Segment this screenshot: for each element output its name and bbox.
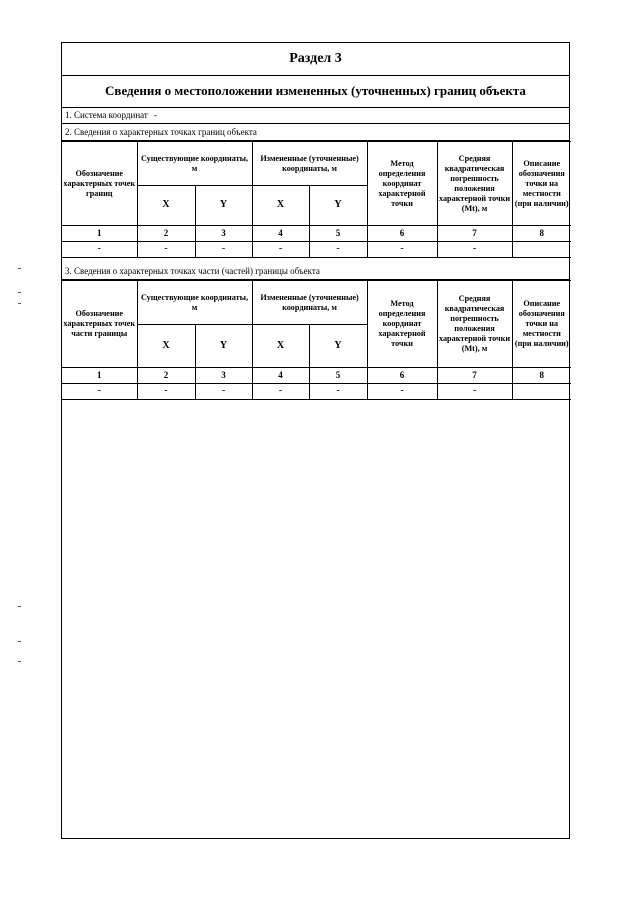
col-number: 1 xyxy=(62,226,137,242)
col-existing-coords: Существующие координаты, м xyxy=(137,142,252,186)
table-cell: - xyxy=(195,384,252,400)
table-cell: - xyxy=(62,242,137,258)
scan-mark xyxy=(18,268,21,269)
scan-mark xyxy=(18,606,21,607)
col-error: Средняя квадратическая погрешность положения характерной точки (Mt), м xyxy=(437,142,512,226)
col-existing-x: X xyxy=(137,325,195,368)
table-cell: - xyxy=(367,384,437,400)
col-number: 8 xyxy=(512,226,571,242)
col-changed-coords: Измененные (уточненные) координаты, м xyxy=(252,281,367,325)
col-number: 3 xyxy=(195,226,252,242)
table-cell: - xyxy=(137,384,195,400)
table-cell: - xyxy=(137,242,195,258)
table-cell: - xyxy=(195,242,252,258)
table2-number-row xyxy=(62,368,571,384)
table-cell: - xyxy=(437,242,512,258)
col-changed-y: Y xyxy=(309,325,367,368)
col-existing-x: X xyxy=(137,186,195,226)
table-cell xyxy=(512,384,571,400)
scan-mark xyxy=(18,661,21,662)
col-changed-coords: Измененные (уточненные) координаты, м xyxy=(252,142,367,186)
col-existing-y: Y xyxy=(195,186,252,226)
col-error: Средняя квадратическая погрешность положения характерной точки (Mt), м xyxy=(437,281,512,368)
table-cell: - xyxy=(252,384,309,400)
table-cell: - xyxy=(309,384,367,400)
col-changed-x: X xyxy=(252,186,309,226)
col-designation: Обозначение характерных точек границ xyxy=(62,142,137,226)
col-designation: Обозначение характерных точек части границы xyxy=(62,281,137,368)
table2-heading: 3. Сведения о характерных точках части (частей) границы объекта xyxy=(62,263,569,280)
col-existing-y: Y xyxy=(195,325,252,368)
col-number: 6 xyxy=(367,368,437,384)
col-number: 7 xyxy=(437,368,512,384)
section-title: Раздел 3 xyxy=(62,43,569,76)
table-cell xyxy=(512,242,571,258)
scan-mark xyxy=(18,641,21,642)
col-description: Описание обозначения точки на местности (при наличии) xyxy=(512,142,571,226)
col-number: 5 xyxy=(309,368,367,384)
col-number: 8 xyxy=(512,368,571,384)
col-number: 4 xyxy=(252,226,309,242)
table-cell: - xyxy=(252,242,309,258)
col-changed-y: Y xyxy=(309,186,367,226)
col-number: 6 xyxy=(367,226,437,242)
coord-system-value: - xyxy=(153,110,157,120)
coord-system-row xyxy=(62,107,569,124)
scan-mark xyxy=(18,303,21,304)
col-method: Метод определения координат характерной точки xyxy=(367,142,437,226)
table-row xyxy=(62,384,571,400)
col-number: 2 xyxy=(137,226,195,242)
col-number: 3 xyxy=(195,368,252,384)
table1-number-row xyxy=(62,226,571,242)
col-changed-x: X xyxy=(252,325,309,368)
table1 xyxy=(62,141,571,258)
table1-heading: 2. Сведения о характерных точках границ объекта xyxy=(62,124,569,141)
table-cell: - xyxy=(309,242,367,258)
col-method: Метод определения координат характерной точки xyxy=(367,281,437,368)
col-description: Описание обозначения точки на местности (при наличии) xyxy=(512,281,571,368)
col-number: 1 xyxy=(62,368,137,384)
col-number: 2 xyxy=(137,368,195,384)
col-number: 4 xyxy=(252,368,309,384)
document-subtitle: Сведения о местоположении измененных (уточненных) границ объекта xyxy=(62,75,569,108)
col-number: 5 xyxy=(309,226,367,242)
col-existing-coords: Существующие координаты, м xyxy=(137,281,252,325)
table-cell: - xyxy=(367,242,437,258)
table-cell: - xyxy=(62,384,137,400)
coord-system-label: 1. Система координат xyxy=(65,110,148,120)
document-frame xyxy=(61,42,570,839)
col-number: 7 xyxy=(437,226,512,242)
scan-mark xyxy=(18,292,21,293)
table-row xyxy=(62,242,571,258)
table2 xyxy=(62,280,571,400)
table-cell: - xyxy=(437,384,512,400)
